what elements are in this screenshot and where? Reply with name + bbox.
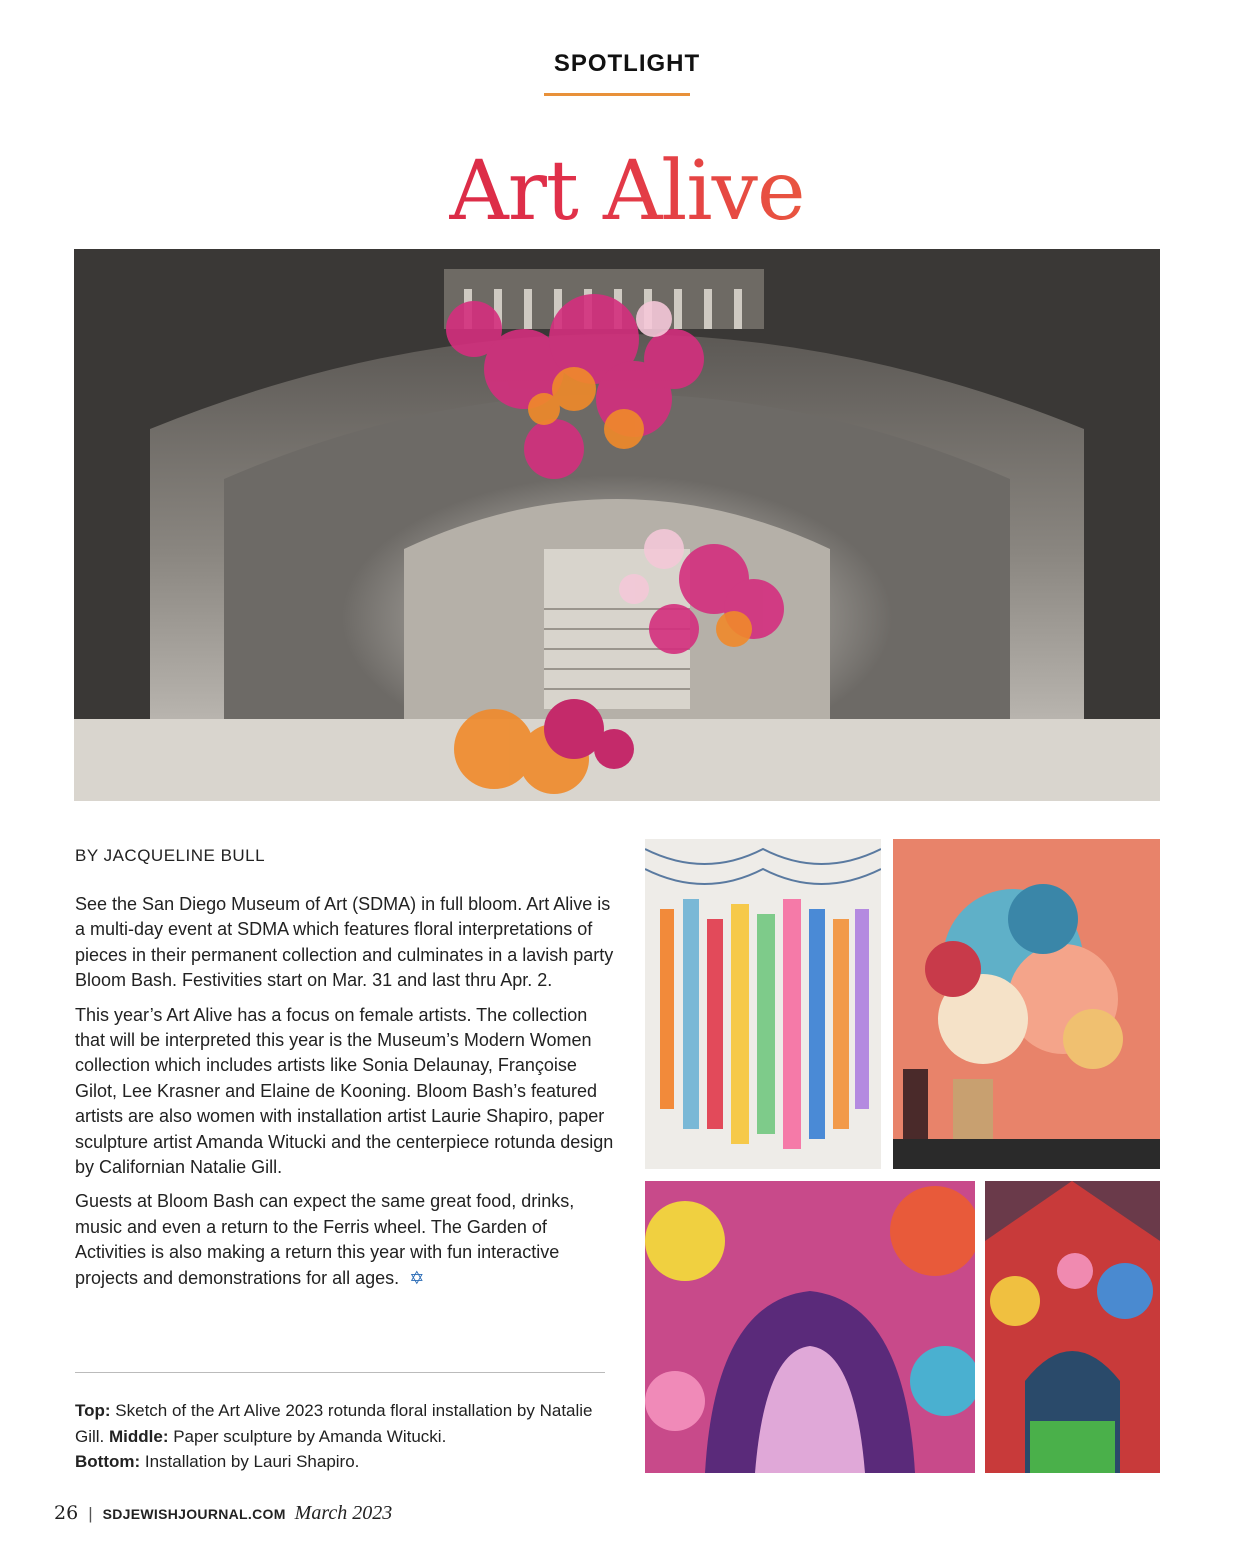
issue-date: March 2023	[294, 1502, 393, 1524]
body-paragraph: See the San Diego Museum of Art (SDMA) in full bloom. Art Alive is a multi-day event at SDMA which features floral interpretations of pieces in their permanent collection and culminates in a lavish party Bloom Bash. Festivities start on Mar. 31 and last thru Apr. 2.	[75, 894, 614, 991]
body-paragraph: This year’s Art Alive has a focus on female artists. The collection that will be interpreted this year is the Museum’s Modern Women collection which includes artists like Sonia Delaunay, Françoise Gilot, Lee Krasner and Elaine de Kooning. Bloom Bash’s featured artists are also women with installation artist Laurie Shapiro, paper sculpture artist Amanda Witucki and the centerpiece rotunda design by Californian Natalie Gill.	[75, 1004, 614, 1178]
body-paragraph-last	[75, 1189, 615, 1291]
caption-top-text: Sketch of the Art Alive 2023 rotunda floral installation by Natalie Gill.	[75, 1401, 593, 1446]
photo-installation-archway	[985, 1181, 1160, 1473]
section-underline	[544, 93, 690, 96]
byline: BY JACQUELINE BULL	[75, 846, 266, 865]
article-body	[75, 892, 615, 1300]
page-number: 26	[54, 1502, 79, 1524]
caption-middle-label: Middle:	[109, 1426, 169, 1446]
hero-photo-rotunda	[74, 249, 1160, 801]
headline: Art Alive	[0, 142, 1254, 242]
photo-paper-lanterns	[645, 839, 881, 1169]
caption-divider	[75, 1372, 605, 1373]
site-url: SDJEWISHJOURNAL.COM	[102, 1506, 286, 1522]
page-footer	[54, 1502, 392, 1525]
body-paragraph-text: Guests at Bloom Bash can expect the same great food, drinks, music and even a return to the Ferris wheel. The Garden of Activities is also making a return this year with fun interactive projects and demonstrations for all ages.	[75, 1191, 575, 1288]
caption-bottom-text: Installation by Lauri Shapiro.	[140, 1452, 360, 1471]
caption-middle-text: Paper sculpture by Amanda Witucki.	[168, 1426, 447, 1446]
caption-bottom-label: Bottom:	[75, 1452, 141, 1471]
footer-separator: |	[88, 1504, 93, 1523]
photo-caption	[75, 1398, 615, 1475]
section-label: SPOTLIGHT	[553, 50, 701, 77]
photo-installation-cave	[645, 1181, 975, 1473]
star-of-david-icon: ✡	[409, 1267, 425, 1288]
caption-top-label: Top:	[75, 1401, 111, 1420]
photo-paper-sculpture-wall	[893, 839, 1160, 1169]
